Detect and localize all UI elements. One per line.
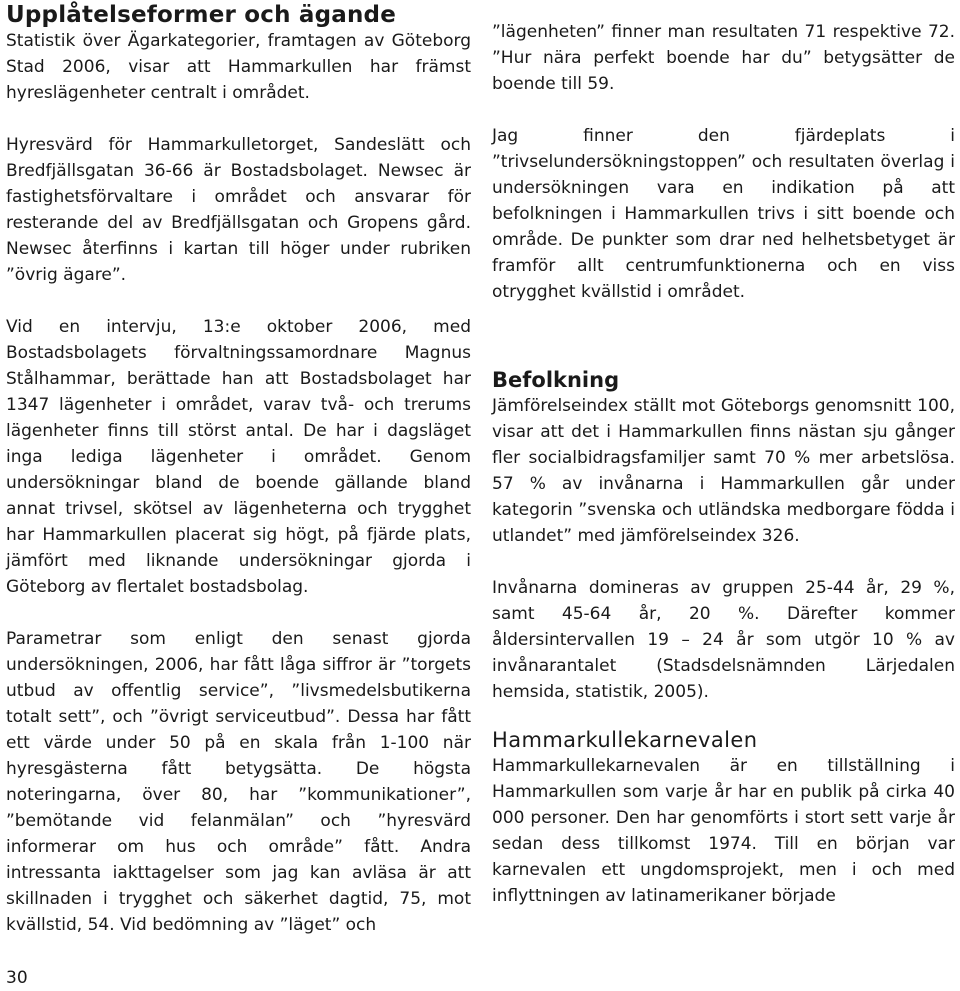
paragraph-fjardeplats: Jag finner den fjärdeplats i ”trivselundersökningstoppen” och resultaten överlag i undersökningen vara en indikation på att befolkningen i Hammarkullen trivs i sitt boende och område. De punkter som drar ned helhetsbetyget är framför allt centrumfunktionerna och en viss otrygghet kvällstid i området.	[492, 126, 955, 302]
section-heading-hammarkullekarnevalen: Hammarkullekarnevalen	[492, 728, 758, 752]
left-column	[6, 0, 471, 938]
paragraph-hyresvard: Hyresvärd för Hammarkulletorget, Sandeslätt och Bredfjällsgatan 36-66 är Bostadsbolaget. Newsec är fastighetsförvaltare i området och ansvarar för resterande del av Bredfjällsgatan och Gropens gård. Newsec återfinns i kartan till höger under rubriken ”övrig ägare”.	[6, 135, 471, 285]
paragraph-continuation: ”lägenheten” finner man resultaten 71 respektive 72. ”Hur nära perfekt boende har du” betygsätter de boende till 59.	[492, 22, 955, 94]
paragraph-invanarna: Invånarna domineras av gruppen 25-44 år, 29 %, samt 45-64 år, 20 %. Därefter kommer åldersintervallen 19 – 24 år som utgör 10 % av invånarantalet (Stadsdelsnämnden Lärjedalen hemsida, statistik, 2005).	[492, 578, 955, 702]
paragraph-karnevalen: Hammarkullekarnevalen är en tillställning i Hammarkullen som varje år har en publik på cirka 40 000 personer. Den har genomförts i stort sett varje år sedan dess tillkomst 1974. Till en början var karnevalen ett ungdomsprojekt, men i och med inflyttningen av latinamerikaner började	[492, 756, 955, 906]
section-heading-upplatelseformer: Upplåtelseformer och ägande	[6, 2, 396, 28]
paragraph-statistik: Statistik över Ägarkategorier, framtagen av Göteborg Stad 2006, visar att Hammarkullen har främst hyreslägenheter centralt i området.	[6, 31, 471, 103]
section-heading-befolkning: Befolkning	[492, 368, 620, 392]
paragraph-intervju: Vid en intervju, 13:e oktober 2006, med Bostadsbolagets förvaltningssamordnare Magnus Stålhammar, berättade han att Bostadsbolaget har 1347 lägenheter i området, varav två- och trerums lägenheter finns till störst antal. De har i dagsläget inga lediga lägenheter i området. Genom undersökningar bland de boende gällande bland annat trivsel, skötsel av lägenheterna och trygghet har Hammarkullen placerat sig högt, på fjärde plats, jämfört med liknande undersökningar gjorda i Göteborg av flertalet bostadsbolag.	[6, 317, 471, 597]
page-number: 30	[6, 968, 28, 988]
paragraph-parametrar: Parametrar som enligt den senast gjorda undersökningen, 2006, har fått låga siffror är ”torgets utbud av offentlig service”, ”livsmedelsbutikerna totalt sett”, och ”övrigt serviceutbud”. Dessa har fått ett värde under 50 på en skala från 1-100 när hyresgästerna fått betygsätta. De högsta noteringarna, över 80, har ”kommunikationer”, ”bemötande vid felanmälan” och ”hyresvärd informerar om hus och område” fått. Andra intressanta iakttagelser som jag kan avläsa är att skillnaden i trygghet och säkerhet dagtid, 75, mot kvällstid, 54. Vid bedömning av ”läget” och	[6, 629, 471, 935]
paragraph-jamforelseindex: Jämförelseindex ställt mot Göteborgs genomsnitt 100, visar att det i Hammarkullen finns nästan sju gånger fler socialbidragsfamiljer samt 70 % mer arbetslösa. 57 % av invånarna i Hammarkullen går under kategorin ”svenska och utländska medborgare födda i utlandet” med jämförelseindex 326.	[492, 396, 955, 546]
right-column	[492, 0, 955, 909]
